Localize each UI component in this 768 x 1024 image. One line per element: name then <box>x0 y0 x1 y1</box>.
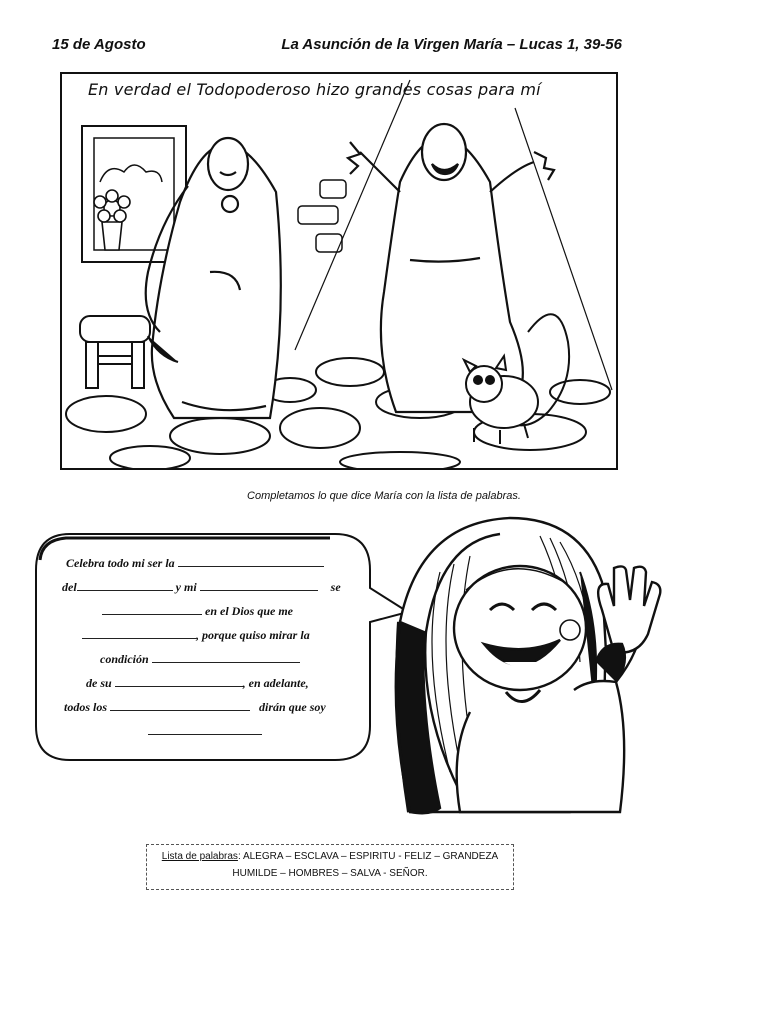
header-date: 15 de Agosto <box>52 36 146 53</box>
bubble-text-2a: del <box>62 580 77 594</box>
instruction-text: Completamos lo que dice María con la lista de palabras. <box>247 490 521 502</box>
bubble-line-5 <box>100 650 300 667</box>
bubble-line-4 <box>82 626 310 643</box>
blank-9[interactable] <box>148 722 262 735</box>
blank-5[interactable] <box>82 626 196 639</box>
mary-waving-illustration <box>380 512 670 818</box>
bubble-text-3: en el Dios que me <box>205 604 293 618</box>
bubble-text-6a: de su <box>86 676 112 690</box>
word-list-box <box>146 844 514 890</box>
word-list-words-2: HUMILDE – HOMBRES – SALVA - SEÑOR. <box>232 868 428 879</box>
blank-6[interactable] <box>152 650 300 663</box>
bubble-line-3 <box>102 602 293 619</box>
blank-7[interactable] <box>115 674 243 687</box>
blank-1[interactable] <box>178 554 324 567</box>
bubble-text-5: condición <box>100 652 149 666</box>
bubble-text-7a: todos los <box>64 700 108 714</box>
bubble-line-6 <box>86 674 309 691</box>
header-title: La Asunción de la Virgen María – Lucas 1, 39-56 <box>281 36 622 53</box>
bubble-text-6b: , en adelante, <box>242 676 309 690</box>
word-list-words-1: ALEGRA – ESCLAVA – ESPIRITU - FELIZ – GRANDEZA <box>242 851 499 862</box>
scene-frame <box>60 72 618 470</box>
bubble-line-2 <box>62 578 341 595</box>
bubble-line-1 <box>66 554 324 571</box>
word-list-colon: : <box>237 851 241 862</box>
bubble-line-8 <box>148 722 262 739</box>
blank-4[interactable] <box>102 602 202 615</box>
scene-caption: En verdad el Todopoderoso hizo grandes cosas para mí <box>88 80 541 99</box>
blank-8[interactable] <box>110 698 250 711</box>
word-list-line-1 <box>147 851 513 862</box>
bubble-text-2b: y mi <box>175 580 197 594</box>
bubble-text-1: Celebra todo mi ser la <box>66 556 175 570</box>
bubble-line-7 <box>64 698 326 715</box>
blank-3[interactable] <box>200 578 318 591</box>
bubble-text-4: , porque quiso mirar la <box>196 628 310 642</box>
blank-2[interactable] <box>77 578 173 591</box>
bubble-text-7b: dirán que soy <box>259 700 326 714</box>
bubble-text-2c: se <box>330 580 341 594</box>
word-list-label: Lista de palabras <box>161 851 238 862</box>
illustration-scene <box>60 72 618 470</box>
